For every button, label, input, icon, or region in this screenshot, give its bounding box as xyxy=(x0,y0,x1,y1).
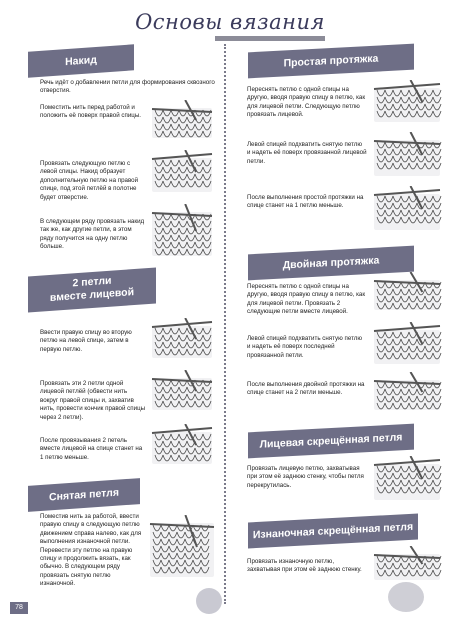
knitting-swatch-illustration xyxy=(150,318,214,360)
knitting-swatch-illustration xyxy=(372,272,442,312)
knitting-swatch-illustration xyxy=(372,456,442,502)
nakid-step-2: Провязать следующую петлю с левой спицы. Накид образует дополнительную петлю на правой спице, под этой петлёй в полотне будет отверстие. xyxy=(40,160,139,201)
heading-two-together xyxy=(28,268,156,313)
heading-two-line-1: 2 петли xyxy=(72,274,112,290)
knitting-swatch-illustration xyxy=(150,150,214,194)
knitting-swatch-illustration xyxy=(372,546,442,582)
heading-two-line-2: вместе лицевой xyxy=(49,286,135,304)
simple-step-3: После выполнения простой протяжки на спице станет на 1 петлю меньше. xyxy=(247,194,364,210)
heading-crossed-purl: Изнаночная скрещённая петля xyxy=(248,514,418,549)
knitting-swatch-illustration xyxy=(372,372,442,412)
crossed-knit-text: Провязать лицевую петлю, захватывая при этом её заднюю стенку, чтобы петля перекрутилась. xyxy=(247,465,364,489)
two-step-1: Ввести правую спицу во вторую петлю на левой спице, затем в первую петлю. xyxy=(40,329,132,353)
nakid-step-1: Поместить нить перед работой и положить её поверх правой спицы. xyxy=(40,104,141,120)
two-step-3: После провязывания 2 петель вместе лицевой на спице станет на 1 петлю меньше. xyxy=(40,437,143,461)
decorative-circle xyxy=(388,582,424,612)
heading-nakid: Накид xyxy=(28,44,134,77)
knitting-swatch-illustration xyxy=(372,132,442,178)
knitting-swatch-illustration xyxy=(372,322,442,366)
knitting-swatch-illustration xyxy=(148,515,216,579)
knitting-swatch-illustration xyxy=(372,80,442,124)
knitting-swatch-illustration xyxy=(150,424,214,466)
knitting-swatch-illustration xyxy=(150,204,214,258)
knitting-swatch-illustration xyxy=(150,100,214,140)
page-number: 78 xyxy=(10,602,28,614)
heading-crossed-knit: Лицевая скрещённая петля xyxy=(248,424,414,459)
decorative-circle xyxy=(196,588,222,614)
double-step-2: Левой спицей подхватить снятую петлю и надеть её поверх последней провязанной петли. xyxy=(247,335,363,359)
simple-step-2: Левой спицей подхватить снятую петлю и надеть её поверх провязанной лицевой петли. xyxy=(247,141,367,165)
heading-slip: Снятая петля xyxy=(28,478,140,512)
column-divider xyxy=(224,44,226,604)
crossed-purl-text: Провязать изнаночную петлю, захватывая при этом её заднюю стенку. xyxy=(247,558,362,574)
title-underline xyxy=(215,36,325,41)
two-step-2: Провязать эти 2 петли одной лицевой петлёй (обвести нить вокруг правой спицы и, захватив нить, провести кончик правой спицы через 2 петли). xyxy=(40,380,146,421)
heading-double: Двойная протяжка xyxy=(248,246,414,281)
knitting-swatch-illustration xyxy=(150,370,214,412)
nakid-intro: Речь идёт о добавлении петли для формирования сквозного отверстия. xyxy=(40,79,215,95)
slip-text: Поместив нить за работой, ввести правую спицу в следующую петлю движением справа налево, как для выполнения изнаночной петли. Перевести эту петлю на правую спицу и продолжить вязать, как обычно. В следующем ряду провязать снятую петлю изнаночной. xyxy=(40,513,142,588)
knitting-swatch-illustration xyxy=(372,186,442,232)
double-step-1: Переснять петлю с одной спицы на другую, вводя правую спицу в петлю, как для лицевой петли. Провязать 2 следующие петли вместе лицевой. xyxy=(247,283,366,316)
page-title: Основы вязания xyxy=(135,10,325,34)
nakid-step-3: В следующем ряду провязать накид так же, как другие петли, в этом ряду получится на одну петлю больше. xyxy=(40,218,145,251)
double-step-3: После выполнения двойной протяжки на спице станет на 2 петли меньше. xyxy=(247,381,365,397)
heading-simple: Простая протяжка xyxy=(248,44,414,79)
simple-step-1: Переснять петлю с одной спицы на другую, вводя правую спицу в петлю, как для лицевой петли. Следующую петлю провязать лицевой. xyxy=(247,86,366,119)
